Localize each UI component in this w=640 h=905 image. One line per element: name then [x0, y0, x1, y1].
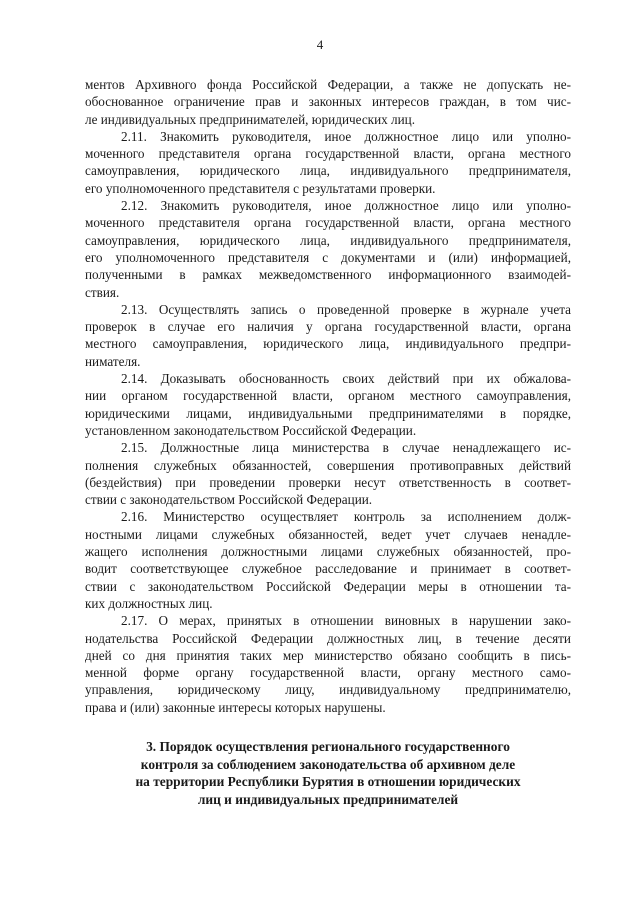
text-line: моченного представителя органа государственной власти, органа местного [85, 215, 571, 231]
text-line: 2.12. Знакомить руководителя, иное должностное лицо или уполно- [121, 198, 571, 214]
heading-line: лиц и индивидуальных предпринимателей [197, 791, 459, 807]
paragraph-2-12 [85, 197, 571, 301]
text-line: менной форме органу государственной власти, органу местного само- [85, 665, 571, 681]
text-line: его уполномоченного представителя с документами и (или) информацией, [85, 249, 571, 265]
text-line: ствия. [85, 284, 120, 300]
text-line: самоуправления, юридического лица, индивидуального предпринимателя, [85, 232, 571, 248]
heading-line: на территории Республики Бурятия в отношении юридических [135, 774, 521, 789]
text-line: ствии с законодательством Российской Федерации меры в отношении та- [85, 578, 571, 594]
text-line: самоуправления, юридического лица, индивидуального предпринимателя, [85, 163, 571, 179]
text-line: обоснованное ограничение прав и законных интересов граждан, в том чис- [85, 94, 571, 110]
text-line: проверок в случае его наличия у органа государственной власти, органа [85, 319, 571, 335]
paragraph-2-11 [85, 128, 571, 197]
text-line: установленном законодательством Российской Федерации. [85, 422, 417, 438]
text-line: юридическими лицами, индивидуальными предпринимателями в порядке, [85, 405, 571, 421]
text-line: ностными лицами служебных обязанностей, ведет учет случаев ненадле- [85, 526, 571, 542]
text-line: жащего исполнения должностными лицами служебных обязанностей, про- [85, 544, 571, 560]
text-line: 2.11. Знакомить руководителя, иное должностное лицо или уполно- [121, 128, 571, 144]
heading-line: 3. Порядок осуществления регионального государственного [146, 739, 510, 754]
text-line: ментов Архивного фонда Российской Федерации, а также не допускать не- [85, 77, 571, 92]
paragraph-2-14 [85, 370, 571, 439]
text-line: нии органом государственной власти, органом местного самоуправления, [85, 388, 571, 404]
text-line: моченного представителя органа государственной власти, органа местного [85, 146, 571, 162]
text-line: нимателя. [85, 353, 141, 369]
text-line: 2.17. О мерах, принятых в отношении виновных в нарушении зако- [121, 613, 571, 629]
page-number: 4 [316, 37, 324, 52]
text-line: 2.14. Доказывать обоснованность своих действий при их обжалова- [121, 371, 571, 387]
paragraph-2-13 [85, 301, 571, 370]
text-line: (бездействия) при проведении проверки несут ответственность в соответ- [85, 474, 571, 490]
text-line: ких должностных лиц. [85, 595, 213, 611]
text-line: его уполномоченного представителя с результатами проверки. [85, 180, 436, 196]
text-line: 2.15. Должностные лица министерства в случае ненадлежащего ис- [121, 440, 571, 456]
text-line: дней со дня принятия таких мер министерство обязано сообщить в пись- [85, 647, 571, 663]
text-line: ле индивидуальных предпринимателей, юридических лиц. [85, 111, 416, 127]
section-heading [85, 738, 571, 808]
text-line: местного самоуправления, юридического лица, индивидуального предпри- [85, 336, 571, 352]
text-line: 2.16. Министерство осуществляет контроль за исполнением долж- [121, 509, 571, 525]
text-line: полнения служебных обязанностей, совершения противоправных действий [85, 457, 571, 473]
text-line: управления, юридическому лицу, индивидуальному предпринимателю, [85, 682, 571, 698]
text-line: полученными в рамках межведомственного информационного взаимодей- [85, 267, 571, 283]
paragraph-2-16 [85, 508, 571, 612]
paragraph-2-17 [85, 612, 571, 716]
text-line: нодательства Российской Федерации должностных лиц, в течение десяти [85, 630, 571, 646]
text-line: водит соответствующее служебное расследование и принимает в соответ- [85, 561, 571, 577]
text-line: права и (или) законные интересы которых нарушены. [85, 699, 386, 715]
document-body [85, 76, 571, 716]
paragraph-2-15 [85, 439, 571, 508]
heading-line: контроля за соблюдением законодательства об архивном деле [140, 756, 516, 772]
text-line: 2.13. Осуществлять запись о проведенной проверке в журнале учета [121, 301, 571, 317]
text-line: ствии с законодательством Российской Федерации. [85, 492, 373, 508]
paragraph-continuation [85, 76, 571, 128]
